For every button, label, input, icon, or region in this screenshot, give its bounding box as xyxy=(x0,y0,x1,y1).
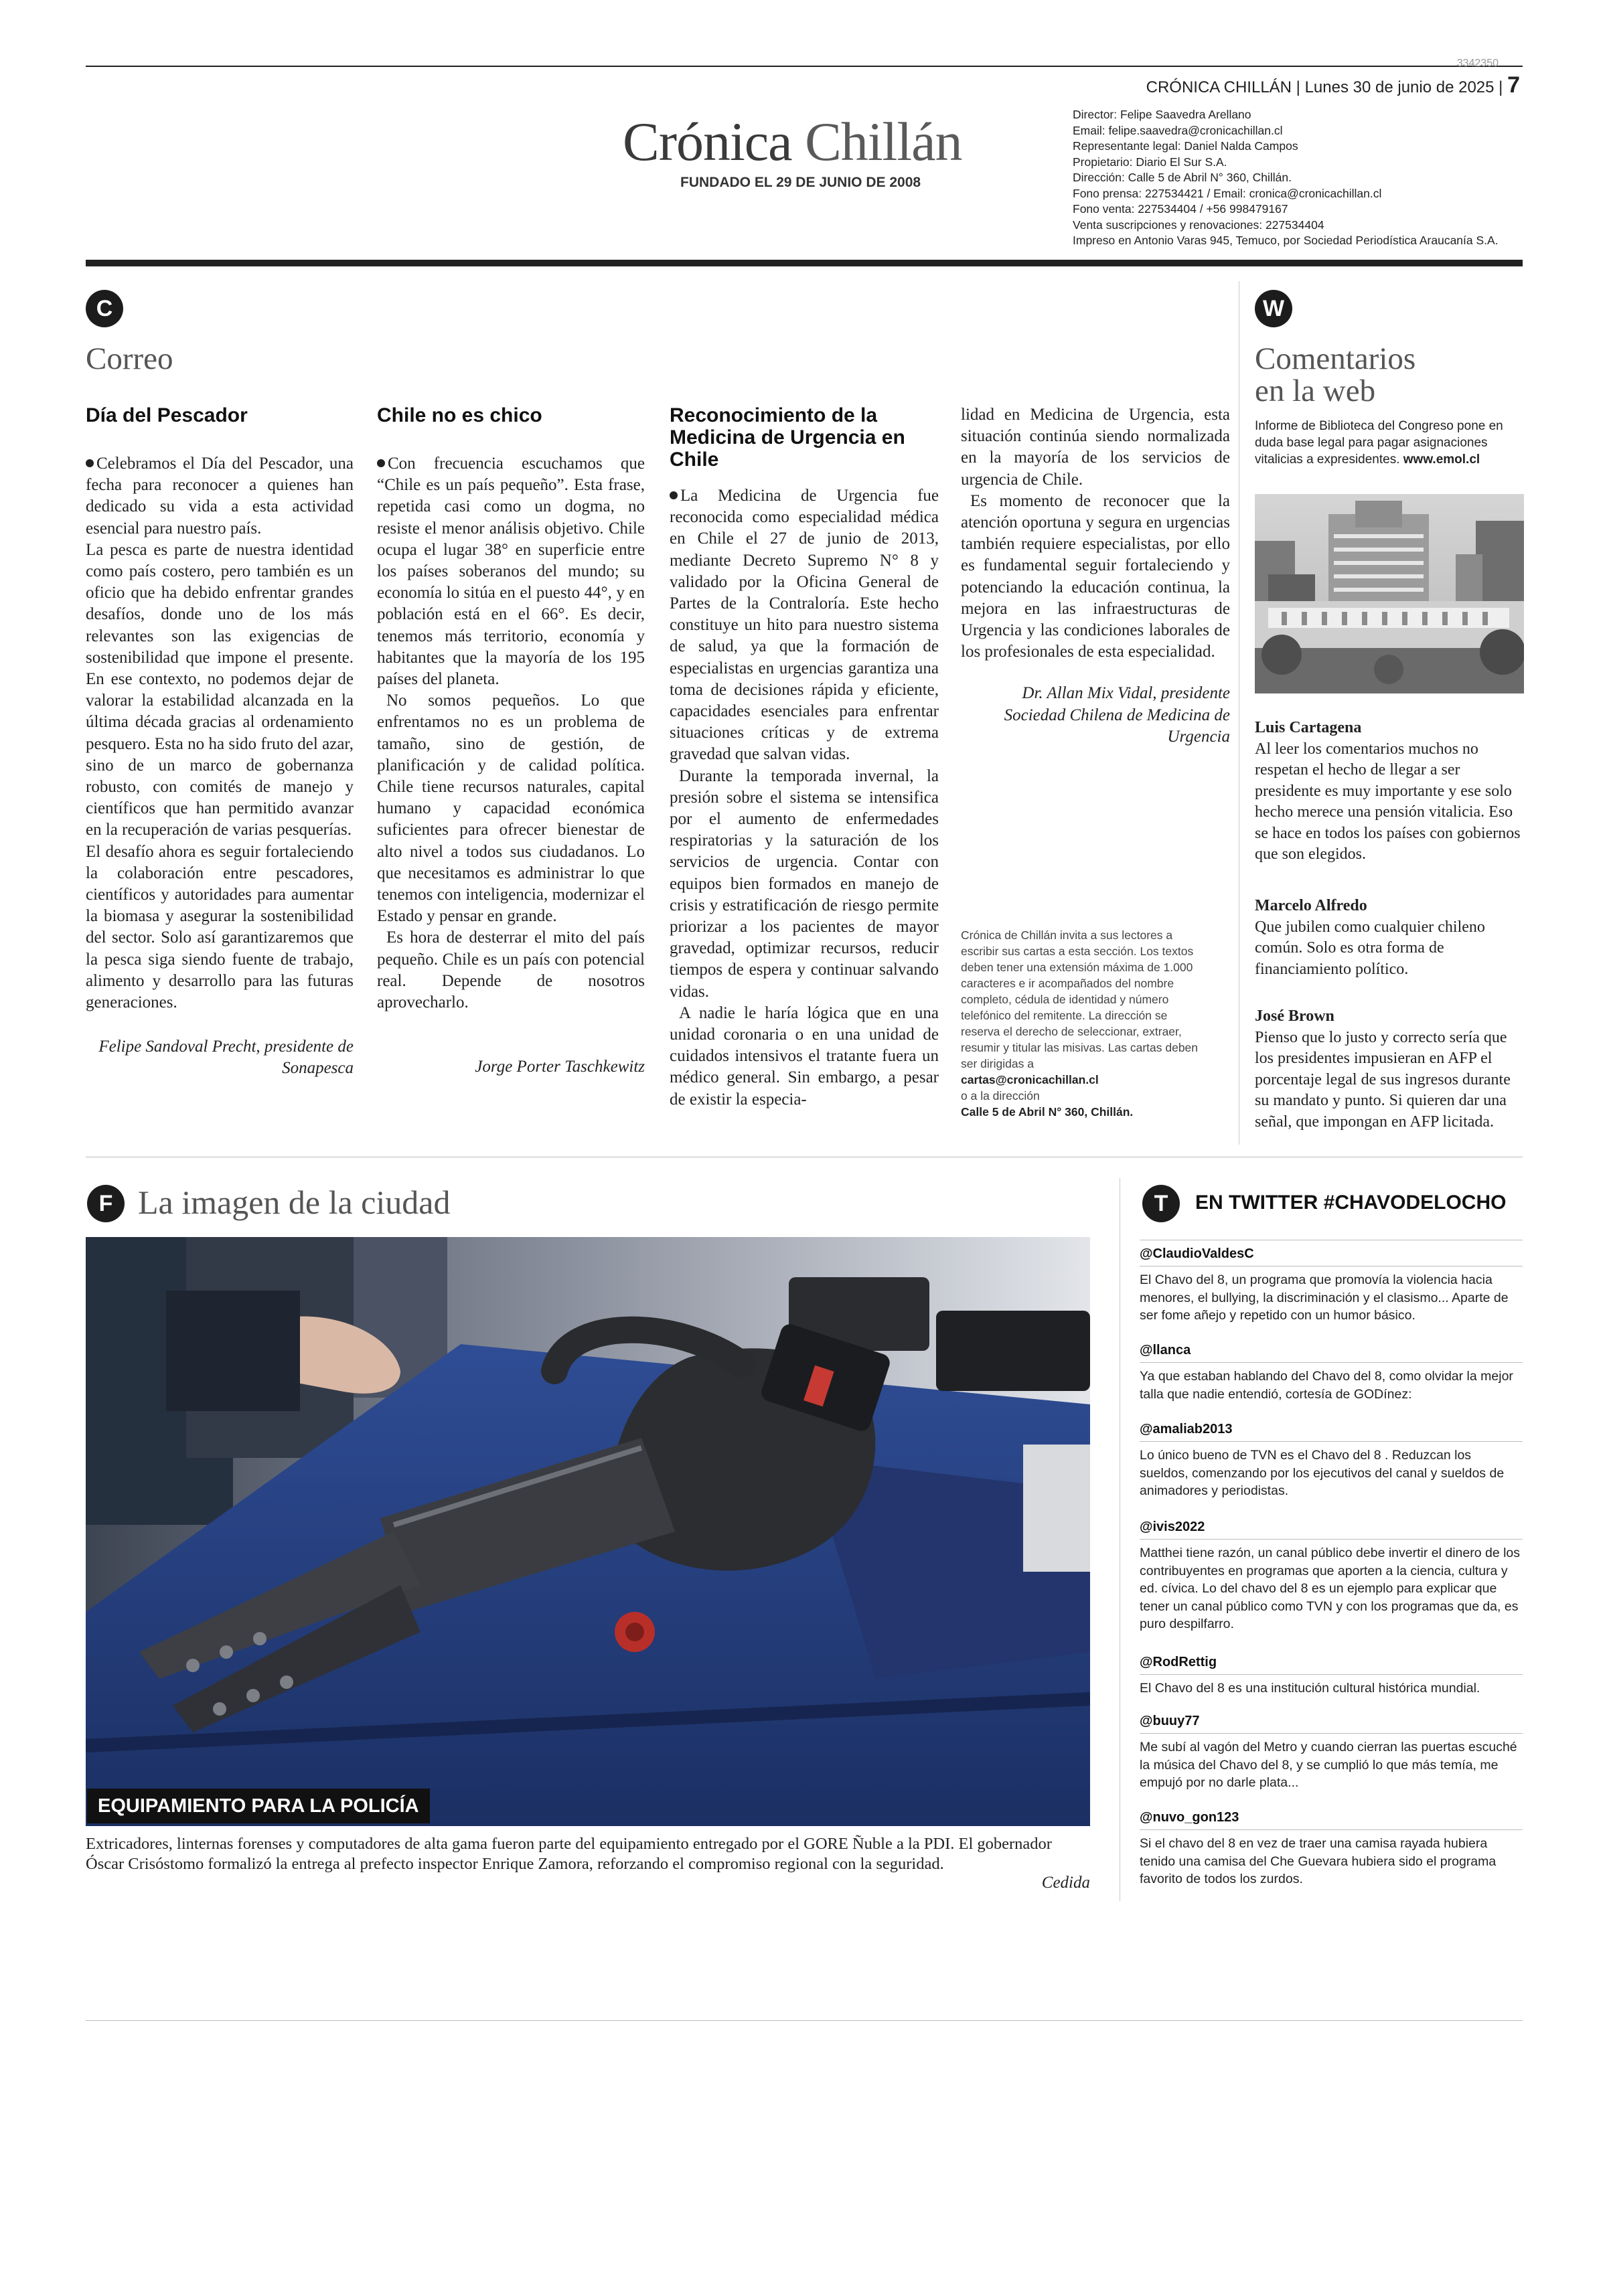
web-comment xyxy=(1255,896,1524,980)
letter-paragraph: lidad en Medicina de Urgencia, esta situación continúa siendo normalizada en la mayoría de los servicios de urgencia de Chile. xyxy=(961,406,1230,489)
tweet-text: El Chavo del 8 es una institución cultural histórica mundial. xyxy=(1140,1681,1480,1696)
letter-paragraph: Es momento de reconocer que la atención oportuna y segura en urgencias también requiere especialistas, por ello es fundamental seguir fortaleciendo y potenciando la educación continua, la mejora en las infraestructuras de Urgencia y las condiciones laborales de los profesionales de esta especialidad. xyxy=(961,491,1230,661)
bottom-rule xyxy=(86,2020,1523,2021)
letter-paragraph: Es hora de desterrar el mito del país pequeño. Chile es un país con potencial real. Depende de nosotros aprovecharlo. xyxy=(377,928,645,1012)
letter-signature: Felipe Sandoval Precht, presidente de Sonapesca xyxy=(98,1038,354,1078)
top-rule xyxy=(86,66,1523,67)
letter-headline: Reconocimiento de la Medicina de Urgencia en Chile xyxy=(670,404,905,471)
masthead-title-a: Crónica xyxy=(623,111,792,172)
credit-line: Venta suscripciones y renovaciones: 227534404 xyxy=(1073,218,1324,232)
tweet-text: Si el chavo del 8 en vez de traer una camisa rayada hubiera tenido una camisa del Che Guevara hubiera sido el programa favorito de todos los zurdos. xyxy=(1140,1836,1497,1886)
folio-text: CRÓNICA CHILLÁN | Lunes 30 de junio de 2025 | xyxy=(1146,78,1503,96)
web-intro-text: Informe de Biblioteca del Congreso pone en duda base legal para pagar asignaciones vitalicias a expresidentes. xyxy=(1255,419,1503,467)
comment-author: Marcelo Alfredo xyxy=(1255,897,1367,914)
notice-text: Crónica de Chillán invita a sus lectores a escribir sus cartas a esta sección. Los textos deben tener una extensión máxima de 1.000 caracteres e ir acompañados del nombre completo, cédula de identidad y número telefónico del remitente. La dirección se reserva el derecho de seleccionar, extraer, resumir y titular las misivas. Las cartas deben ser dirigidas a xyxy=(961,928,1199,1070)
letter-paragraph: A nadie le haría lógica que en una unidad coronaria o en una unidad de cuidados intensivos el tratante fuera un médico general. Sin embargo, a pesar de existir la especia- xyxy=(670,1003,939,1109)
staff-credits xyxy=(1073,107,1528,249)
letter-headline: Día del Pescador xyxy=(86,404,248,426)
correo-badge: C xyxy=(86,290,123,327)
tweet-text: Me subí al vagón del Metro y cuando cierran las puertas escuché la música del Chavo del 8, y se cumplió lo que más temía, me empujó por no darle plata... xyxy=(1140,1740,1517,1790)
comment-author: José Brown xyxy=(1255,1007,1334,1025)
comment-author: Luis Cartagena xyxy=(1255,719,1362,736)
tweet xyxy=(1140,1805,1523,1888)
letter-headline: Chile no es chico xyxy=(377,404,542,426)
photo-caption: Extricadores, linternas forenses y computadores de alta gama fueron parte del equipamiento entregado por el GORE Ñuble a la PDI. El gobernador Óscar Crisóstomo formalizó la entrega al prefecto inspector Enrique Zamora, reforzando el compromiso regional con la seguridad. xyxy=(86,1835,1052,1873)
web-comment xyxy=(1255,718,1524,866)
letter-chile-no-es-chico xyxy=(377,404,645,1078)
letter-pescador xyxy=(86,404,354,1080)
page-folio xyxy=(1146,58,1520,98)
credit-line: Fono venta: 227534404 / +56 998479167 xyxy=(1073,202,1288,216)
header-thick-rule xyxy=(86,260,1523,266)
masthead-title xyxy=(623,110,998,173)
tweet xyxy=(1140,1241,1523,1325)
comment-text: Pienso que lo justo y correcto sería que los presidentes impusieran en AFP el porcentaje legal de sus ingresos durante su mandato y punto. Si quieren dar una señal, que impongan en AFP licitada. xyxy=(1255,1028,1511,1131)
bullet-dot xyxy=(670,491,678,499)
tweet-handle[interactable]: @ClaudioValdesC xyxy=(1140,1241,1523,1266)
letter-paragraph: No somos pequeños. Lo que enfrentamos no es un problema de tamaño, sino de gestión, de planificación y de calidad política. Chile tiene recursos naturales, capital humano y capacidad económica suficientes para ofrecer bienestar de alto nivel a todos sus ciudadanos. Lo que necesitamos es administrar lo que tenemos con inteligencia, modernizar el Estado y pensar en grande. xyxy=(377,691,645,926)
web-title-line: Comentarios xyxy=(1255,341,1416,376)
credit-line: Director: Felipe Saavedra Arellano xyxy=(1073,108,1251,121)
letter-paragraph: El desafío ahora es seguir fortaleciendo la colaboración entre pescadores, científicos y autoridades para aumentar la biomasa y asegurar la sostenibilidad del sector. Solo así garantizaremos que la pesca siga siendo fuente de trabajo, alimento y desarrollo para las futuras generaciones. xyxy=(86,842,354,1012)
web-badge: W xyxy=(1255,290,1292,327)
tweet-text: Matthei tiene razón, un canal público debe invertir el dinero de los contribuyentes en programas que aporten a la ciencia, cultura y ed. cívica. Lo del chavo del 8 es un ejemplo para explicar que tener un canal público como TVN y con los programas que da, es puro despilfarro. xyxy=(1140,1546,1521,1631)
notice-address: Calle 5 de Abril N° 360, Chillán. xyxy=(961,1105,1134,1119)
tweet xyxy=(1140,1708,1523,1792)
tweet xyxy=(1140,1649,1523,1698)
tweet-handle[interactable]: @llanca xyxy=(1140,1337,1523,1363)
tweet-handle[interactable]: @buuy77 xyxy=(1140,1708,1523,1734)
tweet xyxy=(1140,1337,1523,1403)
tweet-handle[interactable]: @nuvo_gon123 xyxy=(1140,1805,1523,1830)
web-title xyxy=(1255,343,1415,407)
imagen-badge: F xyxy=(87,1185,125,1222)
credit-line: Propietario: Diario El Sur S.A. xyxy=(1073,155,1227,169)
correo-title: Correo xyxy=(86,341,173,376)
twitter-title: EN TWITTER #CHAVODELOCHO xyxy=(1195,1192,1507,1214)
letter-paragraph: Celebramos el Día del Pescador, una fecha para reconocer a quienes han dedicado su vida a esta actividad esencial para nuestro país. xyxy=(86,455,354,538)
web-intro xyxy=(1255,418,1524,468)
credit-line: Fono prensa: 227534421 / Email: cronica@cronicachillan.cl xyxy=(1073,186,1382,200)
letter-paragraph: La pesca es parte de nuestra identidad como país costero, pero también es un oficio que ha debido enfrentar grandes desafíos, donde uno de los más relevantes son las exigencias de sostenibilidad que impone el presente. En ese contexto, no podemos dejar de valorar la estabilidad alcanzada en la última década gracias al ordenamiento pesquero. Esta no ha sido fruto del azar, sino de un marco de gobernanza robusto, con comités de manejo y científicos que han permitido avanzar en la recuperación de varias pesquerías. xyxy=(86,540,354,839)
tweet-text: Lo único bueno de TVN es el Chavo del 8 . Reduzcan los sueldos, comenzando por los ejecutivos del canal y sueldos de animadores y periodistas. xyxy=(1140,1448,1505,1498)
tweet xyxy=(1140,1514,1523,1633)
web-title-line: en la web xyxy=(1255,374,1376,408)
credit-line: Impreso en Antonio Varas 945, Temuco, por Sociedad Periodística Araucanía S.A. xyxy=(1073,234,1499,247)
masthead-title-b: Chillán xyxy=(805,111,962,172)
tweet-handle[interactable]: @RodRettig xyxy=(1140,1649,1523,1675)
credit-line: Email: felipe.saavedra@cronicachillan.cl xyxy=(1073,123,1283,137)
tweet-text: El Chavo del 8, un programa que promovía la violencia hacia menores, el bullying, la discriminación y el clasismo... Aparte de ser fome añejo y repetido con un humor básico. xyxy=(1140,1273,1509,1323)
credit-line: Representante legal: Daniel Nalda Campos xyxy=(1073,139,1298,153)
masthead xyxy=(623,110,998,191)
tweet-handle[interactable]: @ivis2022 xyxy=(1140,1514,1523,1540)
bullet-dot xyxy=(377,459,385,467)
masthead-founded: FUNDADO EL 29 DE JUNIO DE 2008 xyxy=(680,175,921,190)
congress-building-photo xyxy=(1255,494,1524,693)
comment-text: Que jubilen como cualquier chileno común. Solo es otra forma de financiamiento político. xyxy=(1255,918,1485,978)
tweet-text: Ya que estaban hablando del Chavo del 8, como olvidar la mejor talla que nadie entendió, cortesía de GODínez: xyxy=(1140,1369,1513,1402)
letter-medicina-urgencia xyxy=(670,404,939,1111)
page-number: 7 xyxy=(1507,72,1520,98)
imagen-title: La imagen de la ciudad xyxy=(138,1183,451,1221)
letters-notice xyxy=(961,927,1202,1120)
letter-signature: Jorge Porter Taschkewitz xyxy=(475,1058,645,1076)
letter-signature: Dr. Allan Mix Vidal, presidente Sociedad Chilena de Medicina de Urgencia xyxy=(1004,684,1230,746)
bullet-dot xyxy=(86,459,94,467)
letter-paragraph: La Medicina de Urgencia fue reconocida como especialidad médica en Chile el 27 de junio de 2013, mediante Decreto Supremo N° 8 y validado por la Oficina General de Partes de la Contraloría. Este hecho constituye un hito para nuestro sistema de salud, ya que la formación de especialistas en urgencias garantiza una toma de decisiones rápida y eficiente, capacidades esenciales para enfrentar situaciones críticas y de extrema gravedad que salvan vidas. xyxy=(670,487,939,764)
notice-email: cartas@cronicachillan.cl xyxy=(961,1073,1099,1086)
credit-line: Dirección: Calle 5 de Abril N° 360, Chillán. xyxy=(1073,171,1292,184)
notice-or: o a la dirección xyxy=(961,1089,1040,1102)
twitter-badge: T xyxy=(1142,1185,1180,1222)
web-comment xyxy=(1255,1006,1524,1133)
photo-credit: Cedida xyxy=(1041,1874,1090,1892)
letter-paragraph: Con frecuencia escuchamos que “Chile es un país pequeño”. Esta frase, repetida casi como un dogma, no resiste el menor análisis objetivo. Chile ocupa el lugar 38° en superficie entre los países soberanos del mundo; su economía lo sitúa en el puesto 44°, y en población está en el 66°. Es decir, tenemos más territorio, economía y habitantes que la mayoría de los 195 países del planeta. xyxy=(377,455,645,689)
web-intro-link[interactable]: www.emol.cl xyxy=(1403,453,1480,467)
tweet xyxy=(1140,1416,1523,1500)
letter-medicina-urgencia-cont xyxy=(961,404,1230,748)
comment-text: Al leer los comentarios muchos no respetan el hecho de llegar a ser presidente es muy importante y ese solo hecho merece una pensión vitalicia. Eso se hace en todos los países con gobiernos que son elegidos. xyxy=(1255,740,1521,863)
tweet-handle[interactable]: @amaliab2013 xyxy=(1140,1416,1523,1442)
letter-paragraph: Durante la temporada invernal, la presión sobre el sistema se intensifica por el aumento de enfermedades respiratorias y la saturación de los servicios de urgencia. Contar con equipos bien formados en manejo de crisis y estratificación de riesgo permite priorizar a los pacientes de mayor gravedad, optimizar recursos, reducir tiempos de espera y continuar salvando vidas. xyxy=(670,766,939,1001)
page-id: 3342350 xyxy=(1456,58,1499,69)
police-equipment-photo xyxy=(86,1237,1090,1826)
photo-label: EQUIPAMIENTO PARA LA POLICÍA xyxy=(87,1789,430,1823)
